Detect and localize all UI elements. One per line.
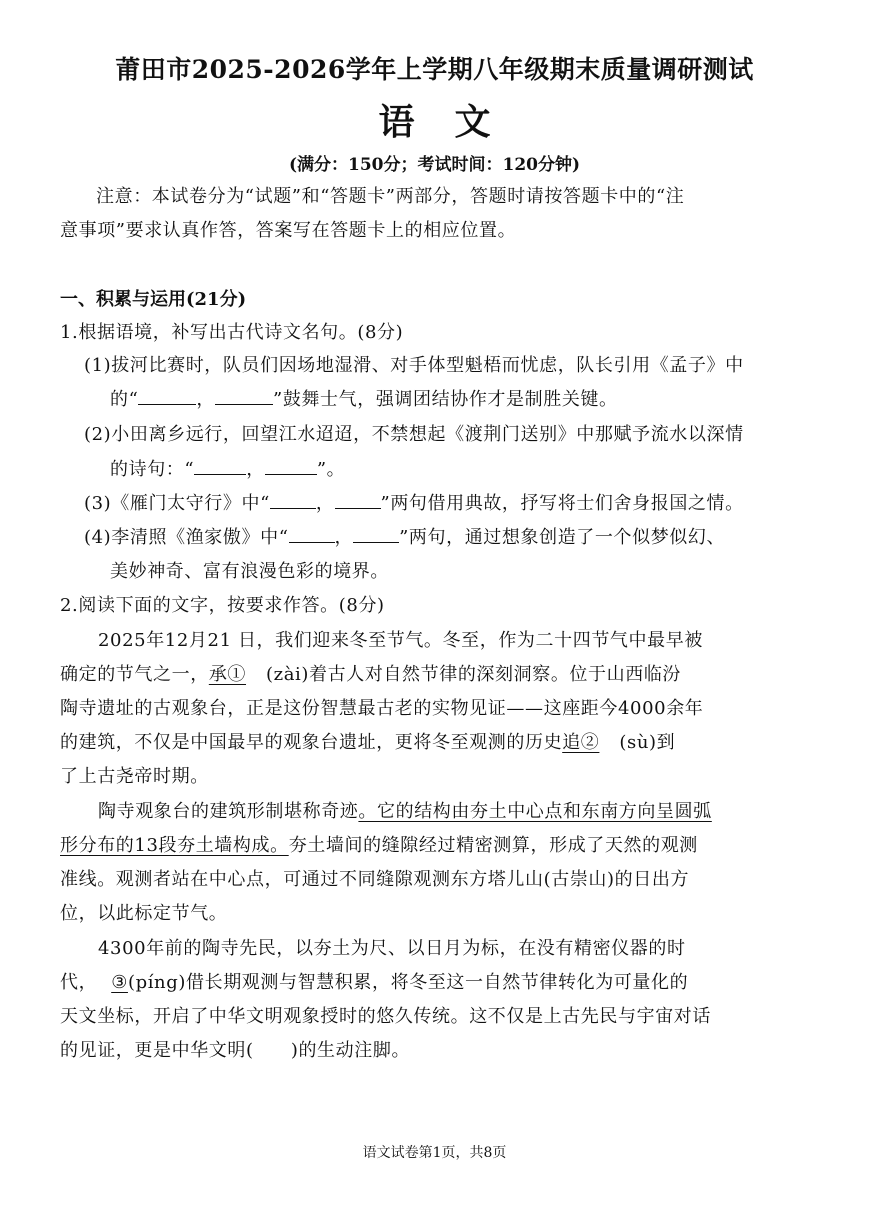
q1-item2-line2 (110, 455, 345, 481)
q2-p2-line1 (98, 797, 712, 823)
q2-p1-line1: 2025年12月21 日，我们迎来冬至节气。冬至，作为二十四节气中最早被 (98, 630, 703, 651)
q1-item4-pre: (4)李清照《渔家傲》中“ (84, 527, 289, 548)
text-run: 的建筑，不仅是中国最早的观象台遗址，更将冬至观测的历史 (60, 732, 563, 753)
answer-blank[interactable] (138, 390, 196, 405)
blank-2-underlined[interactable]: 追② (562, 732, 600, 753)
q1-item1-pre: 的“ (110, 389, 139, 410)
q1-item3-post: ”两句借用典故，抒写将士们舍身报国之情。 (380, 493, 744, 514)
q1-stem: 1.根据语境，补写出古代诗文名句。(8分) (60, 322, 404, 343)
blank-1-underlined[interactable]: 承① (208, 664, 247, 685)
q1-item2-pre: 的诗句：“ (110, 459, 195, 480)
text-run: (zài)着古人对自然节律的深刻洞察。位于山西临汾 (266, 664, 682, 685)
notice-line-1: 注意：本试卷分为“试题”和“答题卡”两部分，答题时请按答题卡中的“注 (96, 186, 685, 207)
answer-blank[interactable] (194, 460, 246, 475)
q2-p2-line4: 位，以此标定节气。 (60, 903, 228, 924)
q1-item3 (84, 489, 744, 515)
q1-item3-comma: ， (315, 493, 335, 514)
q1-item4-comma: ， (334, 527, 354, 548)
q1-item1-post: ”鼓舞士气，强调团结协作才是制胜关键。 (273, 389, 618, 410)
q1-item1-comma: ， (196, 389, 216, 410)
q2-p1-line5: 了上古尧帝时期。 (60, 766, 209, 787)
answer-blank[interactable] (353, 528, 399, 543)
text-run: 确定的节气之一， (60, 664, 209, 685)
q1-item4-line2: 美妙神奇、富有浪漫色彩的境界。 (110, 561, 389, 582)
text-run: (píng)借长期观测与智慧积累，将冬至这一自然节律转化为可量化的 (127, 972, 689, 993)
q2-p3-line3: 天文坐标，开启了中华文明观象授时的悠久传统。这不仅是上古先民与宇宙对话 (60, 1006, 711, 1027)
q1-item1-line1: (1)拔河比赛时，队员们因场地湿滑、对手体型魁梧而忧虑，队长引用《孟子》中 (84, 355, 744, 376)
q1-item3-pre: (3)《雁门太守行》中“ (84, 493, 270, 514)
blank-3-underlined[interactable]: ③ (111, 972, 128, 993)
page-footer: 语文试卷第1页，共8页 (362, 1145, 507, 1161)
subject-title: 语文 (378, 101, 531, 143)
q2-p3-line4: 的见证，更是中华文明( )的生动注脚。 (60, 1040, 411, 1061)
answer-blank[interactable] (289, 528, 335, 543)
section-heading: 一、积累与运用(21分) (60, 289, 247, 310)
q1-item2-post: ”。 (316, 459, 346, 480)
q1-item4-post: ”两句，通过想象创造了一个似梦似幻、 (399, 527, 726, 548)
q1-item1-line2 (110, 385, 618, 411)
q2-p2-line2 (60, 831, 698, 857)
score-info: (满分：150分；考试时间：120分钟) (288, 155, 581, 175)
q2-p3-line2 (60, 968, 688, 994)
q2-p1-line3: 陶寺遗址的古观象台，正是这份智慧最古老的实物见证——这座距今4000余年 (60, 698, 704, 719)
q2-stem: 2.阅读下面的文字，按要求作答。(8分) (60, 595, 385, 616)
q1-item4-line1 (84, 523, 725, 549)
answer-blank[interactable] (335, 494, 381, 509)
q1-item2-comma: ， (246, 459, 265, 480)
answer-blank[interactable] (270, 494, 316, 509)
underlined-sentence: 形分布的13段夯土墙构成。 (60, 835, 289, 856)
answer-blank[interactable] (215, 390, 273, 405)
notice-line-2: 意事项”要求认真作答，答案写在答题卡上的相应位置。 (60, 220, 517, 241)
q2-p1-line4 (60, 728, 675, 754)
q2-p3-line1: 4300年前的陶寺先民，以夯土为尺、以日月为标，在没有精密仪器的时 (98, 938, 686, 959)
underlined-sentence: 。它的结构由夯土中心点和东南方向呈圆弧 (358, 801, 712, 822)
answer-blank[interactable] (265, 460, 317, 475)
q1-item2-line1: (2)小田离乡远行，回望江水迢迢，不禁想起《渡荆门送别》中那赋予流水以深情 (84, 424, 744, 445)
q2-p2-line3: 准线。观测者站在中心点，可通过不同缝隙观测东方塔儿山(古崇山)的日出方 (60, 869, 690, 890)
text-run: 夯土墙间的缝隙经过精密测算，形成了天然的观测 (288, 835, 698, 856)
text-run: (sù)到 (619, 732, 676, 753)
exam-title: 莆田市2025-2026学年上学期八年级期末质量调研测试 (115, 55, 754, 84)
q2-p1-line2 (60, 660, 681, 686)
text-run: 代， (60, 972, 98, 993)
text-run: 陶寺观象台的建筑形制堪称奇迹 (98, 801, 359, 822)
